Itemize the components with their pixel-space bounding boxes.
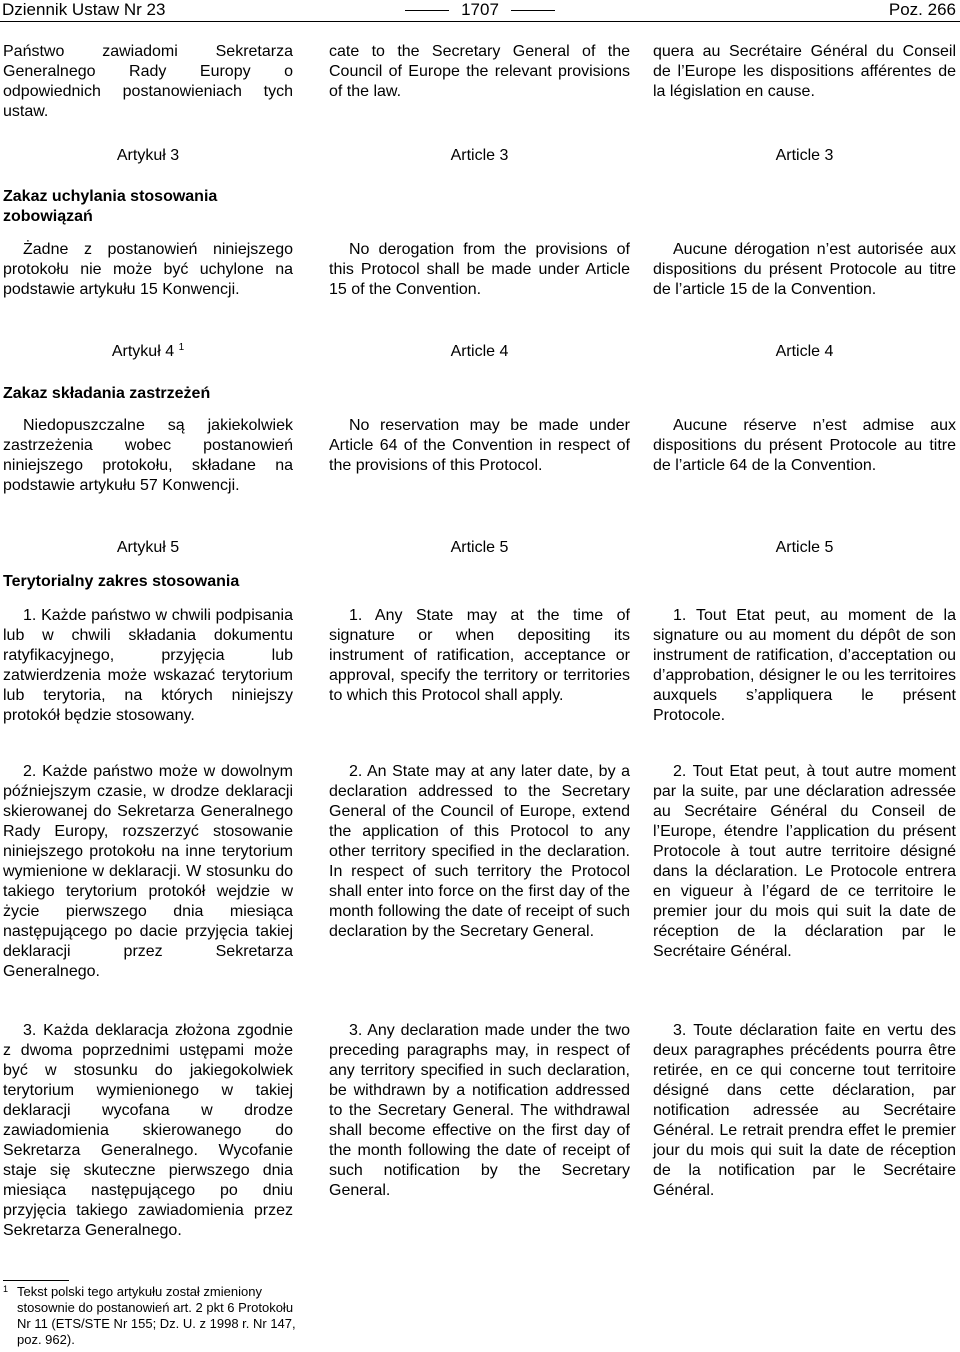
footnote-rule [3, 1280, 69, 1281]
pl-art3-text: Żadne z postanowień niniejszego protokołu nie może być uchylone na podstawie artykułu 15 Konwencji. [3, 241, 293, 298]
page-number-text: 1707 [461, 0, 499, 19]
pl-art5-p2: 2. Każde państwo może w dowolnym późniejszym czasie, w drodze deklaracji skierowanej do Sekretarza Generalnego Rady Europy, rozszerzyć stosowanie niniejszego protokołu na inne terytorium wymienione w deklaracji. W stosunku do takiego terytorium protokół wejdzie w życie pierwszego dnia miesiąca następującego po dacie przyjęcia takiej deklaracji przez Sekretarza Generalnego. [3, 763, 293, 980]
fr-intro: quera au Secrétaire Général du Conseil de l’Europe les dispositions afférentes de la législation en cause. [653, 43, 956, 100]
pl-art4-text: Niedopuszczalne są jakiekolwiek zastrzeżenia wobec postanowień niniejszego protokołu, składane na podstawie artykułu 57 Konwencji. [3, 417, 293, 494]
pl-art4-title-text: Artykuł 4 [111, 343, 175, 360]
pl-art3-heading: Zakaz uchylania stosowania zobowiązań [3, 188, 218, 225]
en-art5-p3: 3. Any declaration made under the two preceding paragraphs may, in respect of any territory specified in such declaration, be withdrawn by a notification addressed to the Secretary General. The withdrawal shall become effective on the first day of the month following the date of receipt of such notification by the Secretary General. [329, 1022, 630, 1199]
footnote [3, 1284, 308, 1348]
fr-art3-title: Article 3 [775, 147, 834, 164]
fr-art4-title: Article 4 [775, 343, 834, 360]
pl-art3-title: Artykuł 3 [116, 147, 180, 164]
page-number [0, 0, 960, 19]
en-intro: cate to the Secretary General of the Council of Europe the relevant provisions of the law. [329, 43, 630, 100]
fr-art3-text: Aucune dérogation n’est autorisée aux dispositions du présent Protocole au titre de l’article 15 de la Convention. [653, 241, 956, 298]
dash-right [511, 10, 555, 11]
pl-art5-p1: 1. Każde państwo w chwili podpisania lub w chwili składania dokumentu ratyfikacyjnego, przyjęcia lub zatwierdzenia może wskazać terytorium lub terytoria, na których niniejszy protokół będzie stosowany. [3, 607, 293, 724]
fr-art5-p3: 3. Toute déclaration faite en vertu des deux paragraphes précédents pourra être retirée, en ce qui concerne tout territoire désigné dans cette déclaration, par notification adressée au Secrétaire Général. Le retrait prendra effet le premier jour du mois qui suit la date de réception de la notification par le Secrétaire Général. [653, 1022, 956, 1199]
fr-art5-p2: 2. Tout Etat peut, à tout autre moment par la suite, par une déclaration adressée au Secrétaire Général du Conseil de l’Europe, étendre l’application du présent Protocole à tout autre territoire désigné dans la déclaration. Le Protocole entrera en vigueur à l’égard de ce territoire le premier jour du mois qui suit la date de réception de la déclaration par le Secrétaire Général. [653, 763, 956, 960]
footnote-number: 1 [3, 1284, 9, 1294]
header-rule [0, 21, 960, 22]
pl-intro: Państwo zawiadomi Sekretarza Generalnego Rady Europy o odpowiednich postanowieniach tych ustaw. [3, 43, 293, 120]
en-art5-title: Article 5 [450, 539, 509, 556]
pl-art5-title: Artykuł 5 [116, 539, 180, 556]
pl-art4-heading: Zakaz składania zastrzeżeń [3, 385, 211, 402]
en-art3-title: Article 3 [450, 147, 509, 164]
journal-title: Dziennik Ustaw Nr 23 [2, 0, 166, 19]
pl-art4-title [3, 342, 293, 362]
en-art4-text: No reservation may be made under Article 64 of the Convention in respect of the provisions of this Protocol. [329, 417, 630, 474]
page-header [0, 0, 960, 20]
fr-art5-title: Article 5 [775, 539, 834, 556]
pl-art5-p3: 3. Każda deklaracja złożona zgodnie z dwoma poprzednimi ustępami może być w stosunku do jakiegokolwiek terytorium wymienionego w takiej deklaracji wycofana w drodze zawiadomienia skierowanego do Sekretarza Generalnego. Wycofanie staje się skuteczne pierwszego dnia miesiąca następującego po dniu przyjęcia takiego zawiadomienia przez Sekretarza Generalnego. [3, 1022, 293, 1239]
footnote-mark: 1 [178, 342, 185, 353]
footnote-text: Tekst polski tego artykułu został zmieniony stosownie do postanowień art. 2 pkt 6 Protokołu Nr 11 (ETS/STE Nr 155; Dz. U. z 1998 r. Nr 147, poz. 962). [17, 1284, 296, 1347]
dash-left [405, 10, 449, 11]
fr-art5-p1: 1. Tout Etat peut, au moment de la signature ou au moment du dépôt de son instrument de ratification, d’acceptation ou d’approbation, désigner le ou les territoires auxquels s’appliquera le présent Protocole. [653, 607, 956, 724]
en-art5-p2: 2. An State may at any later date, by a declaration addressed to the Secretary General of the Council of Europe, extend the application of this Protocol to any other territory specified in the declaration. In respect of such territory the Protocol shall enter into force on the first day of the month following the date of receipt of such declaration by the Secretary General. [329, 763, 630, 940]
position-number: Poz. 266 [888, 0, 956, 19]
fr-art4-text: Aucune réserve n’est admise aux dispositions du présent Protocole au titre de l’article 64 de la Convention. [653, 417, 956, 474]
en-art5-p1: 1. Any State may at the time of signature or when depositing its instrument of ratification, acceptance or approval, specify the territory or territories to which this Protocol shall apply. [329, 607, 630, 704]
pl-art5-heading: Terytorialny zakres stosowania [3, 573, 240, 590]
en-art4-title: Article 4 [450, 343, 509, 360]
en-art3-text: No derogation from the provisions of this Protocol shall be made under Article 15 of the Convention. [329, 241, 630, 298]
